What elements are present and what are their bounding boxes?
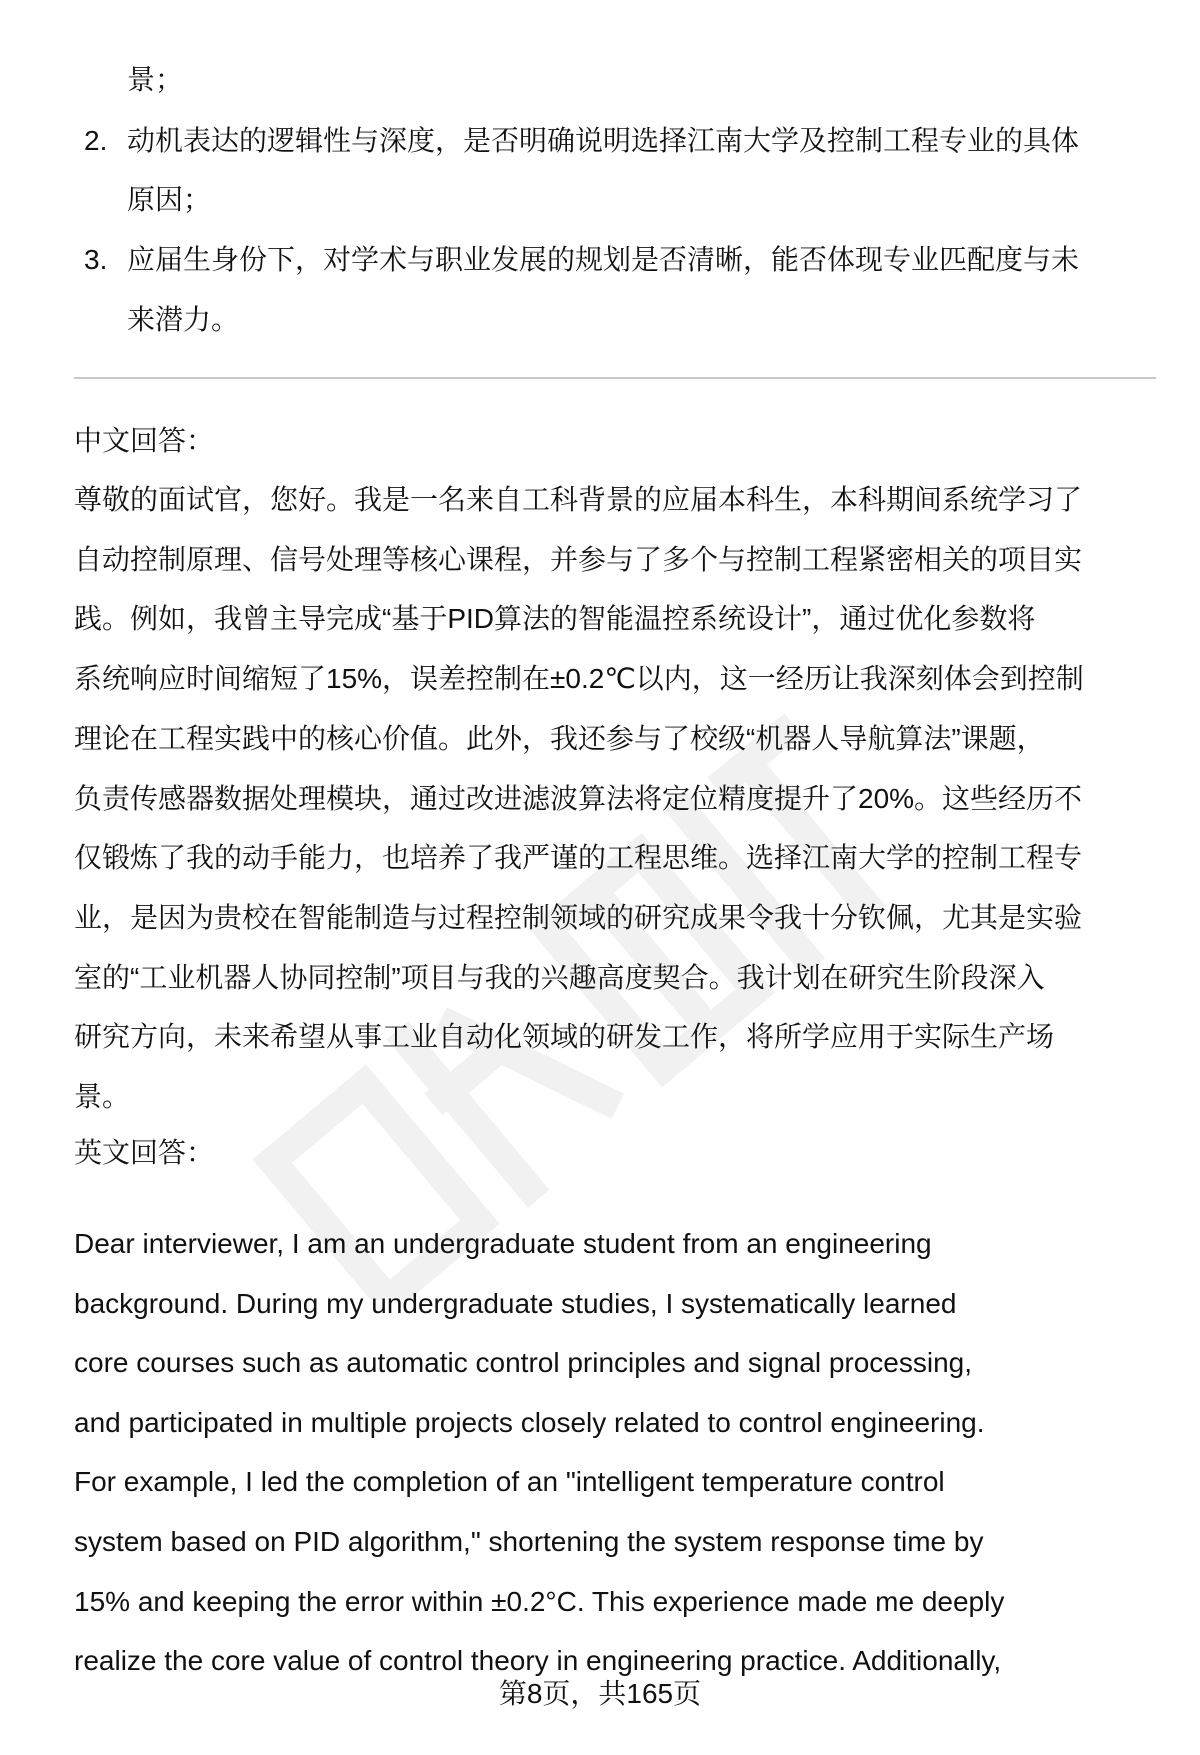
paragraph-line: 业，是因为贵校在智能制造与过程控制领域的研究成果令我十分钦佩，尤其是实验 <box>74 901 1083 933</box>
criteria-item2-number: 2. <box>84 125 108 156</box>
paragraph-line: realize the core value of control theory in engineering practice. Additionally, <box>74 1645 1002 1677</box>
paragraph-line: core courses such as automatic control principles and signal processing, <box>74 1347 973 1379</box>
criteria-item2-line: 动机表达的逻辑性与深度，是否明确说明选择江南大学及控制工程专业的具体 <box>127 125 1080 156</box>
paragraph-line: 仅锻炼了我的动手能力，也培养了我严谨的工程思维。选择江南大学的控制工程专 <box>74 842 1083 874</box>
paragraph-line: Dear interviewer, I am an undergraduate student from an engineering <box>74 1228 932 1259</box>
criteria-item3-line: 来潜力。 <box>127 304 240 335</box>
paragraph-line: and participated in multiple projects closely related to control engineering. <box>74 1406 985 1438</box>
paragraph-line: 景。 <box>74 1081 131 1112</box>
paragraph-line: For example, I led the completion of an "intelligent temperature control <box>74 1466 945 1498</box>
criteria-item3-number: 3. <box>84 244 108 275</box>
paragraph-line: 理论在工程实践中的核心价值。此外，我还参与了校级“机器人导航算法”课题， <box>74 722 1045 754</box>
paragraph-line: 系统响应时间缩短了15%，误差控制在±0.2℃以内，这一经历让我深刻体会到控制 <box>74 663 1084 695</box>
paragraph-line: 尊敬的面试官，您好。我是一名来自工科背景的应届本科生，本科期间系统学习了 <box>74 484 1083 515</box>
section-divider <box>74 377 1156 379</box>
paragraph-line: 研究方向，未来希望从事工业自动化领域的研发工作，将所学应用于实际生产场 <box>74 1021 1055 1053</box>
paragraph-line: background. During my undergraduate studies, I systematically learned <box>74 1287 957 1319</box>
paragraph-line: 室的“工业机器人协同控制”项目与我的兴趣高度契合。我计划在研究生阶段深入 <box>74 961 1045 993</box>
paragraph-line: 15% and keeping the error within ±0.2°C. This experience made me deeply <box>74 1585 1005 1617</box>
criteria-item2-line: 原因； <box>127 184 212 215</box>
paragraph-line: system based on PID algorithm," shortening the system response time by <box>74 1526 984 1557</box>
english-answer-heading: 英文回答： <box>74 1137 215 1168</box>
paragraph-line: 负责传感器数据处理模块，通过改进滤波算法将定位精度提升了20%。这些经历不 <box>74 782 1083 814</box>
page-number-footer: 第8页，共165页 <box>498 1678 702 1709</box>
paragraph-line: 自动控制原理、信号处理等核心课程，并参与了多个与控制工程紧密相关的项目实 <box>74 543 1083 575</box>
criteria-item1-tail: 景； <box>127 64 184 95</box>
paragraph-line: 践。例如，我曾主导完成“基于PID算法的智能温控系统设计”，通过优化参数将 <box>74 603 1036 635</box>
chinese-answer-heading: 中文回答： <box>74 425 215 456</box>
criteria-item3-line: 应届生身份下，对学术与职业发展的规划是否清晰，能否体现专业匹配度与未 <box>127 244 1080 275</box>
